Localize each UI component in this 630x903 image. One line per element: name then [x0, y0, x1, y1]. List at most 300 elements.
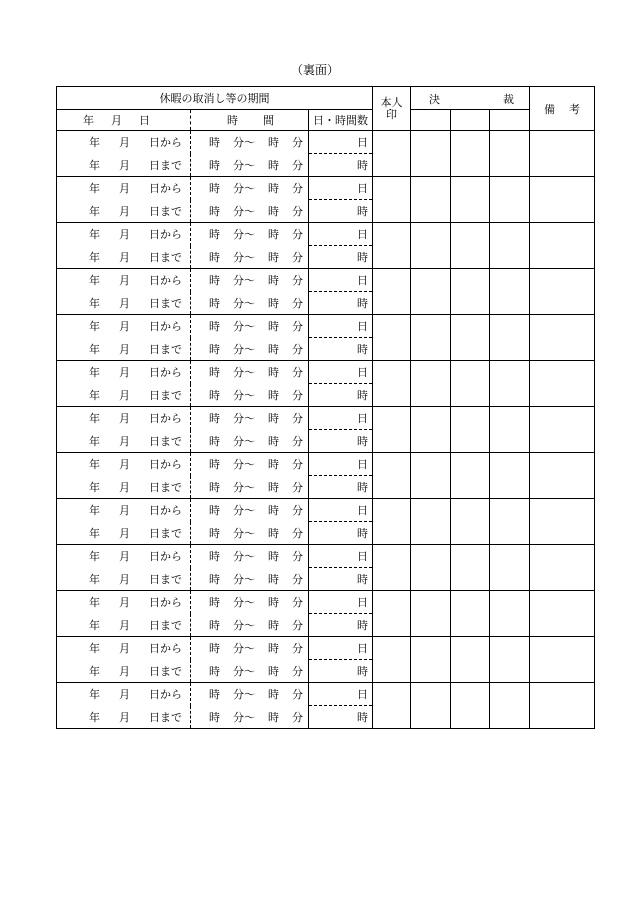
- month-label: 月: [119, 710, 130, 724]
- time-range[interactable]: [191, 522, 309, 545]
- month-label: 月: [119, 388, 130, 402]
- minute-tilde-label: 分〜: [233, 158, 255, 172]
- days-cell[interactable]: [309, 315, 373, 338]
- year-label: 年: [89, 250, 100, 264]
- entry-row-from: [57, 131, 595, 154]
- kessai-seal-cell-1[interactable]: [411, 637, 451, 683]
- year-label: 年: [89, 504, 100, 518]
- kessai-seal-cell-3[interactable]: [490, 499, 530, 545]
- month-header: 月: [111, 114, 122, 127]
- kessai-seal-cell-3[interactable]: [490, 591, 530, 637]
- hour-label: 時: [209, 320, 220, 334]
- days-hours-header: 日・時間数: [309, 110, 373, 131]
- remarks-cell[interactable]: [530, 269, 595, 315]
- from-label: 日から: [149, 366, 182, 380]
- kessai-seal-cell-1[interactable]: [411, 591, 451, 637]
- until-label: 日まで: [149, 572, 182, 586]
- time-range[interactable]: [191, 131, 309, 154]
- honnin-seal-cell[interactable]: [373, 499, 411, 545]
- until-label: 日まで: [149, 388, 182, 402]
- hours-cell[interactable]: [309, 430, 373, 453]
- hour-label: 時: [268, 158, 279, 172]
- month-label: 月: [119, 434, 130, 448]
- year-label: 年: [89, 182, 100, 196]
- year-label: 年: [89, 296, 100, 310]
- hour-unit-label: 時: [357, 159, 368, 172]
- year-label: 年: [89, 458, 100, 472]
- month-label: 月: [119, 182, 130, 196]
- honnin-seal-cell[interactable]: [373, 545, 411, 591]
- kessai-cell-2: [451, 110, 490, 131]
- remarks-cell[interactable]: [530, 177, 595, 223]
- days-cell[interactable]: [309, 591, 373, 614]
- hour-unit-label: 時: [357, 435, 368, 448]
- kessai-seal-cell-1[interactable]: [411, 453, 451, 499]
- date-range-from[interactable]: [57, 361, 191, 384]
- day-unit-label: 日: [357, 642, 368, 655]
- date-range-until[interactable]: [57, 246, 191, 269]
- entry-row-from: [57, 453, 595, 476]
- date-range-from[interactable]: [57, 177, 191, 200]
- date-range-from[interactable]: [57, 637, 191, 660]
- honnin-seal-cell[interactable]: [373, 269, 411, 315]
- minute-label: 分: [292, 618, 303, 632]
- hours-cell[interactable]: [309, 522, 373, 545]
- remarks-cell[interactable]: [530, 453, 595, 499]
- minute-tilde-label: 分〜: [233, 136, 255, 150]
- time-range[interactable]: [191, 453, 309, 476]
- year-label: 年: [89, 434, 100, 448]
- day-unit-label: 日: [357, 274, 368, 287]
- kessai-seal-cell-3[interactable]: [490, 177, 530, 223]
- hour-label: 時: [268, 228, 279, 242]
- from-label: 日から: [149, 596, 182, 610]
- minute-label: 分: [292, 688, 303, 702]
- from-label: 日から: [149, 320, 182, 334]
- date-range-until[interactable]: [57, 568, 191, 591]
- time-range[interactable]: [191, 614, 309, 637]
- kessai-seal-cell-2[interactable]: [451, 223, 490, 269]
- minute-tilde-label: 分〜: [233, 296, 255, 310]
- month-label: 月: [119, 458, 130, 472]
- minute-tilde-label: 分〜: [233, 320, 255, 334]
- hours-cell[interactable]: [309, 246, 373, 269]
- date-range-until[interactable]: [57, 614, 191, 637]
- hours-cell[interactable]: [309, 476, 373, 499]
- day-unit-label: 日: [357, 596, 368, 609]
- days-cell[interactable]: [309, 361, 373, 384]
- kessai-right-label: 裁: [503, 93, 514, 106]
- minute-label: 分: [292, 204, 303, 218]
- days-cell[interactable]: [309, 683, 373, 706]
- entry-row-from: [57, 315, 595, 338]
- days-cell[interactable]: [309, 269, 373, 292]
- hour-label: 時: [268, 642, 279, 656]
- minute-tilde-label: 分〜: [233, 664, 255, 678]
- year-label: 年: [89, 136, 100, 150]
- date-range-from[interactable]: [57, 591, 191, 614]
- kessai-seal-cell-3[interactable]: [490, 683, 530, 729]
- kessai-seal-cell-2[interactable]: [451, 177, 490, 223]
- kessai-seal-cell-1[interactable]: [411, 223, 451, 269]
- remarks-cell[interactable]: [530, 131, 595, 177]
- time-range[interactable]: [191, 315, 309, 338]
- hour-label: 時: [209, 664, 220, 678]
- day-unit-label: 日: [357, 688, 368, 701]
- hour-label: 時: [209, 596, 220, 610]
- days-cell[interactable]: [309, 545, 373, 568]
- hours-cell[interactable]: [309, 660, 373, 683]
- hours-cell[interactable]: [309, 706, 373, 729]
- hour-label: 時: [209, 710, 220, 724]
- hour-unit-label: 時: [357, 343, 368, 356]
- hour-label: 時: [268, 296, 279, 310]
- time-range[interactable]: [191, 154, 309, 177]
- minute-label: 分: [292, 366, 303, 380]
- hour-unit-label: 時: [357, 205, 368, 218]
- kessai-seal-cell-2[interactable]: [451, 361, 490, 407]
- hour-label: 時: [268, 664, 279, 678]
- hour-label: 時: [268, 458, 279, 472]
- hour-label: 時: [209, 250, 220, 264]
- date-range-from[interactable]: [57, 269, 191, 292]
- period-header: 休暇の取消し等の期間: [57, 87, 373, 110]
- hour-unit-label: 時: [357, 389, 368, 402]
- from-label: 日から: [149, 642, 182, 656]
- year-label: 年: [89, 618, 100, 632]
- kessai-seal-cell-1[interactable]: [411, 545, 451, 591]
- hours-cell[interactable]: [309, 568, 373, 591]
- date-range-until[interactable]: [57, 522, 191, 545]
- honnin-seal-cell[interactable]: [373, 637, 411, 683]
- hours-cell[interactable]: [309, 292, 373, 315]
- minute-label: 分: [292, 550, 303, 564]
- time-range[interactable]: [191, 499, 309, 522]
- entry-row-from: [57, 269, 595, 292]
- minute-label: 分: [292, 596, 303, 610]
- minute-label: 分: [292, 158, 303, 172]
- minute-label: 分: [292, 642, 303, 656]
- time-range[interactable]: [191, 223, 309, 246]
- time-range[interactable]: [191, 407, 309, 430]
- minute-tilde-label: 分〜: [233, 526, 255, 540]
- kessai-seal-cell-2[interactable]: [451, 499, 490, 545]
- kessai-seal-cell-1[interactable]: [411, 131, 451, 177]
- kessai-seal-cell-2[interactable]: [451, 269, 490, 315]
- date-range-until[interactable]: [57, 384, 191, 407]
- days-cell[interactable]: [309, 407, 373, 430]
- hour-label: 時: [268, 182, 279, 196]
- until-label: 日まで: [149, 296, 182, 310]
- date-range-until[interactable]: [57, 706, 191, 729]
- year-label: 年: [89, 204, 100, 218]
- minute-label: 分: [292, 412, 303, 426]
- time-range[interactable]: [191, 384, 309, 407]
- kessai-seal-cell-2[interactable]: [451, 407, 490, 453]
- entry-row-from: [57, 361, 595, 384]
- kessai-seal-cell-1[interactable]: [411, 315, 451, 361]
- remarks-cell[interactable]: [530, 637, 595, 683]
- hours-cell[interactable]: [309, 154, 373, 177]
- year-label: 年: [89, 642, 100, 656]
- days-cell[interactable]: [309, 131, 373, 154]
- hour-label: 時: [209, 228, 220, 242]
- honnin-label: 本人: [380, 95, 403, 109]
- time-range[interactable]: [191, 361, 309, 384]
- hour-label: 時: [268, 596, 279, 610]
- honnin-seal-cell[interactable]: [373, 683, 411, 729]
- hour-label: 時: [268, 572, 279, 586]
- kessai-seal-cell-2[interactable]: [451, 453, 490, 499]
- date-range-from[interactable]: [57, 223, 191, 246]
- hour-label: 時: [209, 388, 220, 402]
- hour-unit-label: 時: [357, 297, 368, 310]
- hour-label: 時: [209, 688, 220, 702]
- year-label: 年: [89, 320, 100, 334]
- time-range[interactable]: [191, 637, 309, 660]
- time-range[interactable]: [191, 292, 309, 315]
- day-unit-label: 日: [357, 320, 368, 333]
- hours-cell[interactable]: [309, 384, 373, 407]
- kessai-seal-cell-2[interactable]: [451, 683, 490, 729]
- minute-label: 分: [292, 274, 303, 288]
- honnin-seal-cell[interactable]: [373, 315, 411, 361]
- minute-tilde-label: 分〜: [233, 688, 255, 702]
- minute-label: 分: [292, 710, 303, 724]
- ymd-header: [57, 110, 191, 131]
- month-label: 月: [119, 480, 130, 494]
- kessai-cell-1: [411, 110, 451, 131]
- date-range-from[interactable]: [57, 683, 191, 706]
- date-range-from[interactable]: [57, 453, 191, 476]
- hour-label: 時: [209, 458, 220, 472]
- month-label: 月: [119, 274, 130, 288]
- hour-label: 時: [209, 204, 220, 218]
- hour-unit-label: 時: [357, 665, 368, 678]
- minute-tilde-label: 分〜: [233, 710, 255, 724]
- minute-label: 分: [292, 664, 303, 678]
- minute-tilde-label: 分〜: [233, 182, 255, 196]
- minute-tilde-label: 分〜: [233, 342, 255, 356]
- minute-tilde-label: 分〜: [233, 412, 255, 426]
- year-label: 年: [89, 688, 100, 702]
- kessai-seal-cell-1[interactable]: [411, 177, 451, 223]
- kessai-seal-cell-2[interactable]: [451, 315, 490, 361]
- year-label: 年: [89, 550, 100, 564]
- until-label: 日まで: [149, 250, 182, 264]
- hour-label: 時: [209, 412, 220, 426]
- minute-tilde-label: 分〜: [233, 550, 255, 564]
- time-range[interactable]: [191, 591, 309, 614]
- honnin-seal-cell[interactable]: [373, 591, 411, 637]
- bikou-header: 備考: [530, 87, 595, 131]
- kessai-seal-cell-3[interactable]: [490, 407, 530, 453]
- time-range[interactable]: [191, 200, 309, 223]
- time-range[interactable]: [191, 269, 309, 292]
- hour-label: 時: [268, 320, 279, 334]
- date-range-from[interactable]: [57, 407, 191, 430]
- hour-label: 時: [209, 434, 220, 448]
- honnin-seal-cell[interactable]: [373, 223, 411, 269]
- hour-unit-label: 時: [357, 711, 368, 724]
- time-range[interactable]: [191, 430, 309, 453]
- days-cell[interactable]: [309, 499, 373, 522]
- month-label: 月: [119, 572, 130, 586]
- year-label: 年: [89, 366, 100, 380]
- entry-row-from: [57, 637, 595, 660]
- from-label: 日から: [149, 182, 182, 196]
- hours-cell[interactable]: [309, 614, 373, 637]
- time-range[interactable]: [191, 177, 309, 200]
- date-range-from[interactable]: [57, 315, 191, 338]
- between-header: 間: [263, 114, 274, 127]
- date-range-from[interactable]: [57, 499, 191, 522]
- time-range[interactable]: [191, 476, 309, 499]
- date-range-until[interactable]: [57, 476, 191, 499]
- hour-label: 時: [209, 526, 220, 540]
- minute-label: 分: [292, 526, 303, 540]
- date-range-until[interactable]: [57, 430, 191, 453]
- time-range[interactable]: [191, 683, 309, 706]
- from-label: 日から: [149, 228, 182, 242]
- hours-cell[interactable]: [309, 338, 373, 361]
- month-label: 月: [119, 618, 130, 632]
- remarks-cell[interactable]: [530, 361, 595, 407]
- year-label: 年: [89, 596, 100, 610]
- date-range-until[interactable]: [57, 292, 191, 315]
- year-label: 年: [89, 710, 100, 724]
- date-range-until[interactable]: [57, 200, 191, 223]
- kessai-seal-cell-1[interactable]: [411, 407, 451, 453]
- kessai-seal-cell-1[interactable]: [411, 361, 451, 407]
- day-unit-label: 日: [357, 504, 368, 517]
- kessai-seal-cell-2[interactable]: [451, 131, 490, 177]
- days-cell[interactable]: [309, 177, 373, 200]
- from-label: 日から: [149, 688, 182, 702]
- remarks-cell[interactable]: [530, 315, 595, 361]
- month-label: 月: [119, 596, 130, 610]
- honnin-seal-cell[interactable]: [373, 407, 411, 453]
- hour-label: 時: [209, 182, 220, 196]
- remarks-cell[interactable]: [530, 683, 595, 729]
- until-label: 日まで: [149, 204, 182, 218]
- time-range[interactable]: [191, 246, 309, 269]
- kessai-seal-cell-1[interactable]: [411, 683, 451, 729]
- date-range-from[interactable]: [57, 545, 191, 568]
- honnin-seal-cell[interactable]: [373, 131, 411, 177]
- honnin-seal-cell[interactable]: [373, 361, 411, 407]
- minute-label: 分: [292, 480, 303, 494]
- remarks-cell[interactable]: [530, 407, 595, 453]
- hour-unit-label: 時: [357, 481, 368, 494]
- time-range[interactable]: [191, 545, 309, 568]
- honnin-seal-cell[interactable]: [373, 453, 411, 499]
- hour-label: 時: [209, 480, 220, 494]
- year-label: 年: [89, 664, 100, 678]
- date-range-until[interactable]: [57, 338, 191, 361]
- hour-label: 時: [268, 688, 279, 702]
- kessai-seal-cell-1[interactable]: [411, 499, 451, 545]
- month-label: 月: [119, 342, 130, 356]
- entry-row-from: [57, 223, 595, 246]
- kessai-header: [411, 87, 530, 110]
- hour-label: 時: [268, 366, 279, 380]
- until-label: 日まで: [149, 434, 182, 448]
- hour-label: 時: [209, 158, 220, 172]
- minute-tilde-label: 分〜: [233, 618, 255, 632]
- until-label: 日まで: [149, 480, 182, 494]
- month-label: 月: [119, 366, 130, 380]
- day-unit-label: 日: [357, 458, 368, 471]
- kessai-seal-cell-3[interactable]: [490, 637, 530, 683]
- kessai-seal-cell-1[interactable]: [411, 269, 451, 315]
- in-label: 印: [386, 107, 397, 121]
- kessai-seal-cell-3[interactable]: [490, 223, 530, 269]
- remarks-cell[interactable]: [530, 223, 595, 269]
- from-label: 日から: [149, 504, 182, 518]
- minute-tilde-label: 分〜: [233, 504, 255, 518]
- time-range[interactable]: [191, 660, 309, 683]
- kessai-seal-cell-3[interactable]: [490, 315, 530, 361]
- year-label: 年: [89, 480, 100, 494]
- from-label: 日から: [149, 274, 182, 288]
- minute-tilde-label: 分〜: [233, 480, 255, 494]
- kessai-seal-cell-3[interactable]: [490, 361, 530, 407]
- kessai-seal-cell-2[interactable]: [451, 591, 490, 637]
- month-label: 月: [119, 688, 130, 702]
- year-header: 年: [83, 114, 94, 127]
- honnin-seal-cell[interactable]: [373, 177, 411, 223]
- from-label: 日から: [149, 550, 182, 564]
- minute-tilde-label: 分〜: [233, 388, 255, 402]
- hour-label: 時: [268, 434, 279, 448]
- remarks-cell[interactable]: [530, 591, 595, 637]
- hour-label: 時: [268, 342, 279, 356]
- remarks-cell[interactable]: [530, 545, 595, 591]
- kessai-seal-cell-3[interactable]: [490, 453, 530, 499]
- days-cell[interactable]: [309, 223, 373, 246]
- kessai-seal-cell-3[interactable]: [490, 131, 530, 177]
- hour-label: 時: [209, 136, 220, 150]
- date-range-until[interactable]: [57, 660, 191, 683]
- kessai-seal-cell-2[interactable]: [451, 637, 490, 683]
- kessai-seal-cell-3[interactable]: [490, 545, 530, 591]
- kessai-seal-cell-3[interactable]: [490, 269, 530, 315]
- month-label: 月: [119, 642, 130, 656]
- from-label: 日から: [149, 458, 182, 472]
- honnin-header: [373, 87, 411, 131]
- remarks-cell[interactable]: [530, 499, 595, 545]
- days-cell[interactable]: [309, 453, 373, 476]
- date-range-until[interactable]: [57, 154, 191, 177]
- kessai-seal-cell-2[interactable]: [451, 545, 490, 591]
- month-label: 月: [119, 550, 130, 564]
- minute-label: 分: [292, 504, 303, 518]
- minute-label: 分: [292, 388, 303, 402]
- month-label: 月: [119, 296, 130, 310]
- time-range[interactable]: [191, 338, 309, 361]
- hour-unit-label: 時: [357, 527, 368, 540]
- entry-row-from: [57, 591, 595, 614]
- minute-label: 分: [292, 342, 303, 356]
- entry-row-from: [57, 683, 595, 706]
- hours-cell[interactable]: [309, 200, 373, 223]
- time-range[interactable]: [191, 568, 309, 591]
- time-range[interactable]: [191, 706, 309, 729]
- minute-label: 分: [292, 572, 303, 586]
- days-cell[interactable]: [309, 637, 373, 660]
- date-range-from[interactable]: [57, 131, 191, 154]
